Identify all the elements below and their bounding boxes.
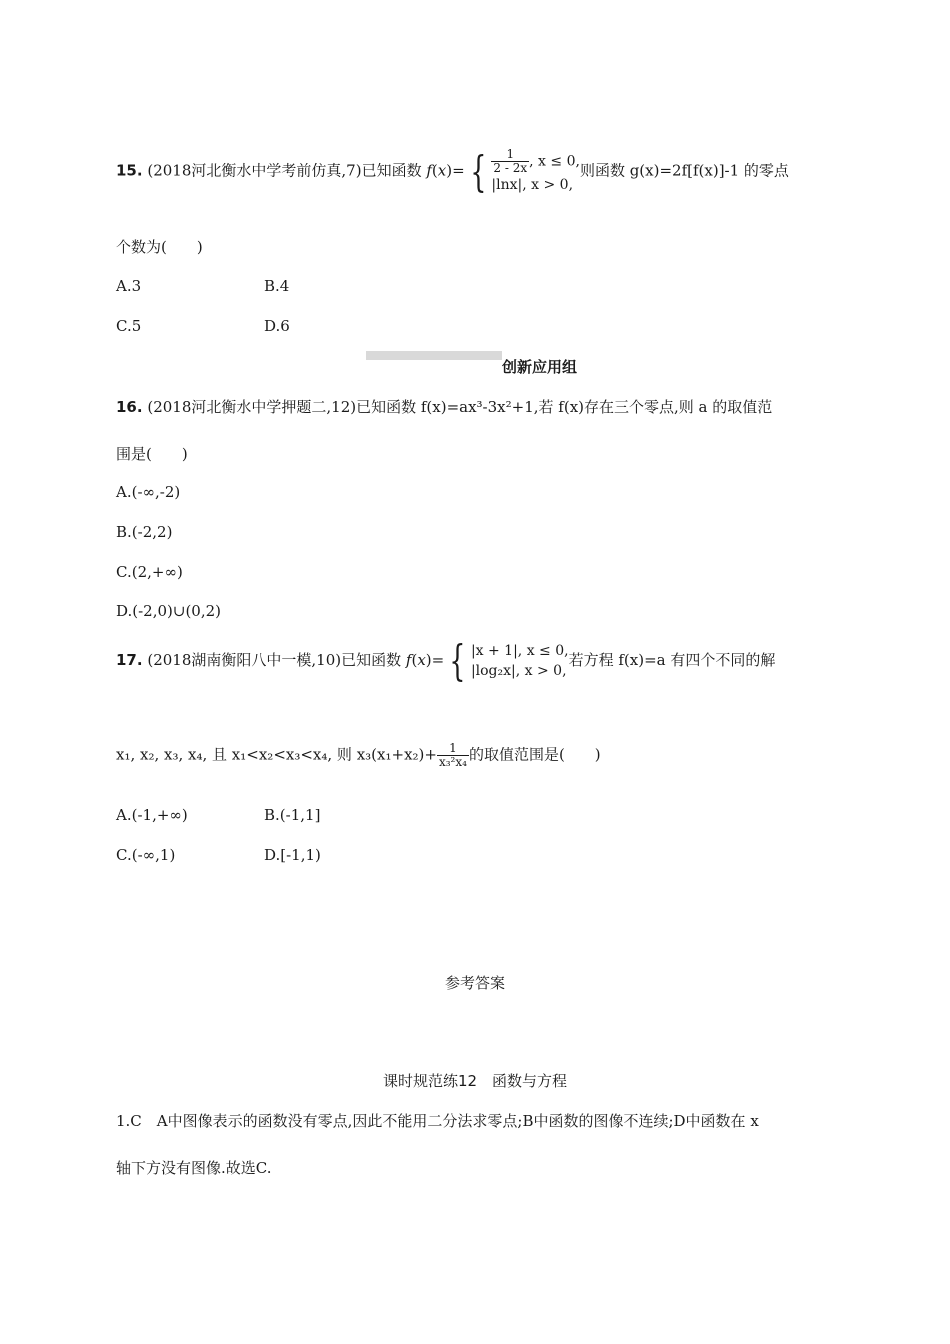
q15-function-name: f(x)= bbox=[426, 161, 465, 180]
q15-case-2: |lnx|, x > 0, bbox=[491, 177, 574, 193]
q15-tail: 则函数 g(x)=2f[f(x)]-1 的零点 bbox=[579, 161, 789, 180]
q15-fraction: $\frac{1}{2 - 2x}$ bbox=[493, 147, 528, 175]
q17-case-1: |x + 1|, x ≤ 0, bbox=[470, 643, 569, 659]
answer-1-line2: 轴下方没有图像.故选C. bbox=[116, 1159, 272, 1177]
q15-lead: 已知函数 bbox=[361, 161, 422, 180]
q16-line2: 围是( ) bbox=[116, 445, 188, 463]
q16-option-a: A.(-∞,-2) bbox=[116, 483, 181, 501]
q17-option-b: B.(-1,1] bbox=[264, 806, 321, 824]
q17-option-a: A.(-1,+∞) bbox=[116, 806, 188, 824]
q16-number: 16. bbox=[116, 398, 143, 416]
q17-tail: 若方程 f(x)=a 有四个不同的解 bbox=[568, 651, 776, 669]
answers-title: 参考答案 bbox=[444, 974, 505, 992]
q16-option-d: D.(-2,0)∪(0,2) bbox=[116, 602, 222, 620]
q17-function-name: f(x)= bbox=[405, 651, 445, 669]
q17-case-2: |log₂x|, x > 0, bbox=[470, 663, 567, 679]
q17-number: 17. bbox=[116, 651, 143, 669]
q17-source: (2018湖南衡阳八中一模,10) bbox=[147, 651, 342, 669]
lesson-title: 课时规范练12 函数与方程 bbox=[382, 1072, 568, 1090]
q17-option-c: C.(-∞,1) bbox=[116, 846, 176, 864]
answer-1-line1: 1.C A中图像表示的函数没有零点,因此不能用二分法求零点;B中函数的图像不连续;D中函数在 x bbox=[116, 1112, 759, 1130]
left-brace: { bbox=[449, 636, 466, 685]
q15-option-a: A.3 bbox=[116, 277, 142, 295]
q15-option-d: D.6 bbox=[264, 317, 290, 335]
q16-text: (2018河北衡水中学押题二,12)已知函数 f(x)=ax³-3x²+1,若 f(x)存在三个零点,则 a 的取值范 bbox=[147, 398, 773, 416]
q17-line1 bbox=[116, 636, 776, 685]
q17-cases bbox=[471, 641, 569, 681]
q15-line1 bbox=[116, 148, 789, 195]
q16-option-b: B.(-2,2) bbox=[116, 523, 173, 541]
section-bar bbox=[366, 351, 502, 360]
q15-line2: 个数为( ) bbox=[116, 238, 203, 256]
q15-option-b: B.4 bbox=[264, 277, 290, 295]
q17-fraction: $\frac{1}{\text{x₃²x₄}}$ bbox=[438, 741, 467, 769]
q15-source: (2018河北衡水中学考前仿真,7) bbox=[147, 161, 362, 180]
q15-number: 15. bbox=[116, 161, 143, 180]
q15-piecewise bbox=[465, 148, 580, 195]
q17-lead: 已知函数 bbox=[341, 651, 402, 669]
q17-option-d: D.[-1,1) bbox=[264, 846, 321, 864]
q15-cases bbox=[491, 148, 580, 195]
left-brace: { bbox=[470, 146, 487, 196]
q17-line2-b: 的取值范围是( ) bbox=[468, 745, 601, 764]
section-title: 创新应用组 bbox=[502, 358, 578, 376]
q16-option-c: C.(2,+∞) bbox=[116, 563, 183, 581]
q17-piecewise bbox=[444, 636, 569, 685]
q15-option-c: C.5 bbox=[116, 317, 142, 335]
q17-line2 bbox=[116, 742, 601, 769]
q16-line1 bbox=[116, 396, 772, 417]
q17-line2-a: x₁, x₂, x₃, x₄, 且 x₁<x₂<x₃<x₄, 则 x₃(x₁+x₂)+ bbox=[116, 745, 437, 764]
q15-case-1: $\frac{1}{2 - 2x}$ , x ≤ 0, bbox=[493, 147, 580, 175]
